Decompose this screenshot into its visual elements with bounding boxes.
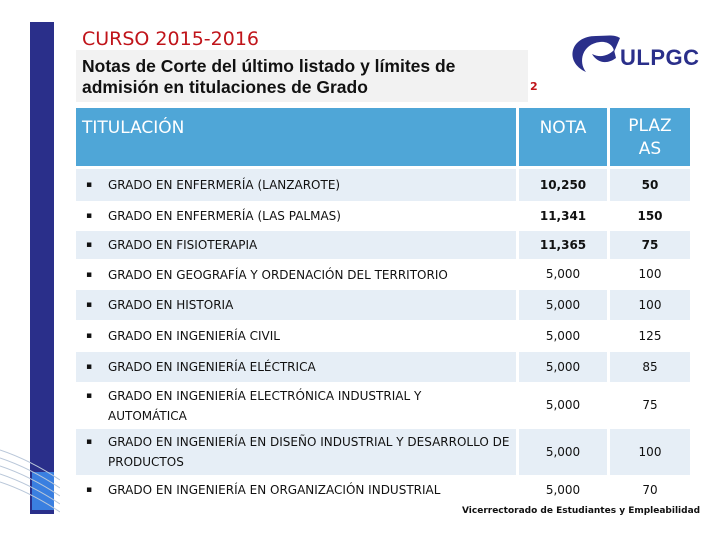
cell-plazas: [610, 382, 690, 429]
cell-nota: [519, 290, 607, 320]
titulacion-name: [108, 432, 512, 472]
titulacion-name-line-1: GRADO EN GEOGRAFÍA Y ORDENACIÓN DEL TERRITORIO: [108, 267, 448, 282]
titulacion-name-line-1: GRADO EN INGENIERÍA ELECTRÓNICA INDUSTRIAL Y: [108, 388, 422, 403]
ulpgc-logo-text: ULPGC: [620, 45, 700, 70]
plazas-value: 75: [642, 398, 658, 412]
cell-titulacion: [76, 320, 516, 352]
plazas-value: 70: [642, 482, 658, 497]
plazas-value: 150: [637, 208, 663, 223]
nota-value: 10,250: [539, 177, 587, 192]
cell-nota: [519, 320, 607, 352]
cell-plazas: [610, 290, 690, 320]
table-row: [76, 169, 690, 201]
titulacion-name-line-2: AUTOMÁTICA: [108, 408, 187, 423]
titulacion-name: [108, 235, 512, 255]
column-header-plazas: [610, 108, 690, 166]
plazas-value: 75: [641, 237, 659, 252]
cell-titulacion: [76, 352, 516, 382]
titulacion-name-line-1: GRADO EN INGENIERÍA ELÉCTRICA: [108, 360, 316, 374]
decorative-waves: [0, 440, 60, 540]
titulacion-name-line-1: GRADO EN ENFERMERÍA (LAS PALMAS): [108, 209, 341, 223]
column-header-nota: [519, 108, 607, 166]
nota-value: 5,000: [545, 267, 581, 281]
table-row: [76, 231, 690, 259]
bullet-icon: ▪: [86, 390, 93, 401]
titulacion-name: [108, 386, 512, 426]
cell-plazas: [610, 352, 690, 382]
plazas-value: 125: [638, 328, 662, 343]
cell-plazas: [610, 429, 690, 475]
nota-value: 11,365: [539, 237, 587, 252]
bullet-icon: ▪: [86, 485, 93, 495]
column-header-titulacion: [76, 108, 516, 166]
plazas-value: 100: [638, 267, 662, 281]
page-number: 2: [530, 80, 538, 93]
nota-value: 5,000: [545, 297, 581, 312]
column-header-plazas-line-1: PLAZ: [628, 116, 672, 136]
plazas-value: 85: [642, 359, 658, 374]
table-row: [76, 352, 690, 382]
titulacion-name: [108, 265, 512, 285]
subtitle-line-2: admisión en titulaciones de Grado: [82, 77, 368, 97]
cell-nota: [519, 429, 607, 475]
column-header-nota-label: NOTA: [539, 118, 587, 138]
cell-plazas: [610, 320, 690, 352]
cell-titulacion: [76, 475, 516, 505]
table-row: [76, 320, 690, 352]
titulacion-name: [108, 357, 512, 377]
titulacion-name-line-1: GRADO EN ENFERMERÍA (LANZAROTE): [108, 178, 341, 192]
subtitle-line-1: Notas de Corte del último listado y límites de: [82, 56, 456, 76]
cell-plazas: [610, 475, 690, 505]
plazas-value: 100: [638, 297, 662, 312]
table-row: [76, 429, 690, 475]
titulacion-name-line-1: GRADO EN INGENIERÍA CIVIL: [108, 329, 280, 343]
course-title: CURSO 2015-2016: [82, 28, 259, 50]
cell-nota: [519, 201, 607, 231]
plazas-value: 50: [641, 177, 659, 192]
plazas-value: 100: [638, 444, 662, 459]
column-header-titulacion-label: TITULACIÓN: [82, 118, 185, 138]
titulacion-name-line-2: PRODUCTOS: [108, 455, 184, 469]
cell-nota: [519, 169, 607, 201]
cell-titulacion: [76, 429, 516, 475]
cell-titulacion: [76, 169, 516, 201]
titulacion-name: [108, 175, 512, 195]
cell-titulacion: [76, 231, 516, 259]
bullet-icon: ▪: [86, 437, 93, 447]
nota-value: 5,000: [545, 398, 581, 412]
table-row: [76, 382, 690, 429]
cell-titulacion: [76, 382, 516, 429]
cell-titulacion: [76, 259, 516, 290]
cell-titulacion: [76, 201, 516, 231]
column-header-plazas-label: [610, 115, 690, 161]
cell-plazas: [610, 169, 690, 201]
titulacion-name-line-1: GRADO EN FISIOTERAPIA: [108, 238, 258, 252]
cell-titulacion: [76, 290, 516, 320]
bullet-icon: ▪: [86, 240, 93, 250]
bullet-icon: ▪: [86, 211, 93, 221]
bullet-icon: ▪: [86, 300, 93, 310]
column-header-plazas-line-2: AS: [638, 139, 662, 159]
titulacion-name: [108, 480, 512, 500]
bullet-icon: ▪: [86, 331, 93, 341]
cell-nota: [519, 352, 607, 382]
nota-value: 5,000: [545, 482, 581, 497]
titulacion-name-line-1: GRADO EN INGENIERÍA EN ORGANIZACIÓN INDUSTRIAL: [108, 483, 441, 497]
bullet-icon: ▪: [86, 269, 93, 280]
table-row: [76, 290, 690, 320]
nota-value: 11,341: [539, 208, 587, 223]
titulacion-name-line-1: GRADO EN HISTORIA: [108, 298, 234, 312]
cell-plazas: [610, 259, 690, 290]
table-row: [76, 475, 690, 505]
table-row: [76, 259, 690, 290]
titulacion-name: [108, 326, 512, 346]
slide-subtitle: [82, 56, 522, 98]
footer-text: Vicerrectorado de Estudiantes y Empleabilidad: [462, 506, 701, 516]
nota-value: 5,000: [545, 444, 581, 459]
cell-plazas: [610, 231, 690, 259]
bullet-icon: ▪: [86, 180, 93, 190]
cell-nota: [519, 231, 607, 259]
titulacion-name-line-1: GRADO EN INGENIERÍA EN DISEÑO INDUSTRIAL Y DESARROLLO DE: [108, 435, 510, 449]
cell-nota: [519, 382, 607, 429]
cell-nota: [519, 475, 607, 505]
titulacion-name: [108, 206, 512, 226]
nota-value: 5,000: [545, 359, 581, 374]
bullet-icon: ▪: [86, 362, 93, 372]
table-row: [76, 201, 690, 231]
titulacion-name: [108, 295, 512, 315]
cell-plazas: [610, 201, 690, 231]
cell-nota: [519, 259, 607, 290]
nota-value: 5,000: [545, 328, 581, 343]
